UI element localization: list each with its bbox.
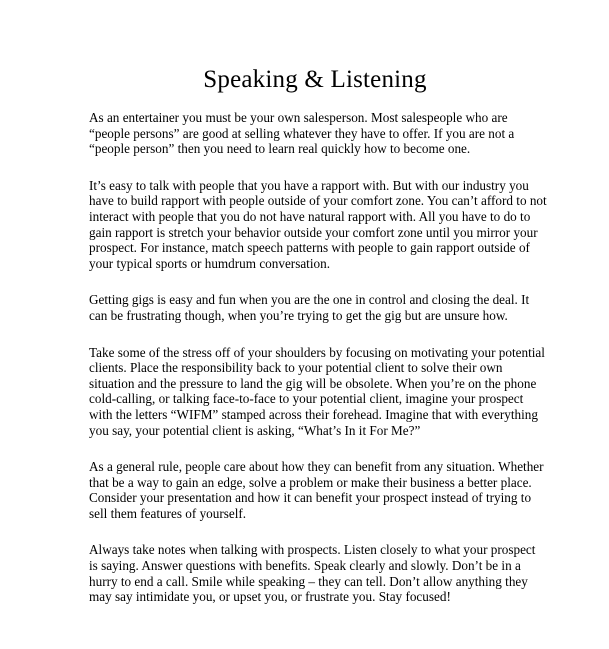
document-body <box>89 110 547 626</box>
paragraph-3: Getting gigs is easy and fun when you are the one in control and closing the deal. It can be frustrating though, when you’re trying to get the gig but are unsure how. <box>89 292 530 323</box>
paragraph-6: Always take notes when talking with prospects. Listen closely to what your prospect is saying. Answer questions with benefits. Speak clearly and slowly. Don’t be in a hurry to end a call. Smile while speaking – they can tell. Don’t allow anything they may say intimidate you, or upset you, or frustrate you. Stay focused! <box>89 542 536 605</box>
paragraph-1: As an entertainer you must be your own salesperson. Most salespeople who are “people persons” are good at selling whatever they have to offer. If you are not a “people person” then you need to learn real quickly how to become one. <box>89 110 515 157</box>
page-title: Speaking & Listening <box>203 66 427 93</box>
paragraph-4: Take some of the stress off of your shoulders by focusing on motivating your potential clients. Place the responsibility back to your potential client to solve their own situation and the pressure to land the gig will be obsolete. When you’re on the phone cold-calling, or talking face-to-face to your potential client, imagine your prospect with the letters “WIFM” stamped across their forehead. Imagine that with everything you say, your potential client is asking, “What’s In it For Me?” <box>89 344 545 438</box>
paragraph-5: As a general rule, people care about how they can benefit from any situation. Whether that be a way to gain an edge, solve a problem or make their business a better place. Consider your presentation and how it can benefit your prospect instead of trying to sell them features of yourself. <box>89 459 544 521</box>
paragraph-2: It’s easy to talk with people that you have a rapport with. But with our industry you have to build rapport with people outside of your comfort zone. You can’t afford to not interact with people that you do not have natural rapport with. All you have to do to gain rapport is stretch your behavior outside your comfort zone until you mirror your prospect. For instance, match speech patterns with people to gain rapport outside of your typical sports or humdrum conversation. <box>89 177 547 271</box>
